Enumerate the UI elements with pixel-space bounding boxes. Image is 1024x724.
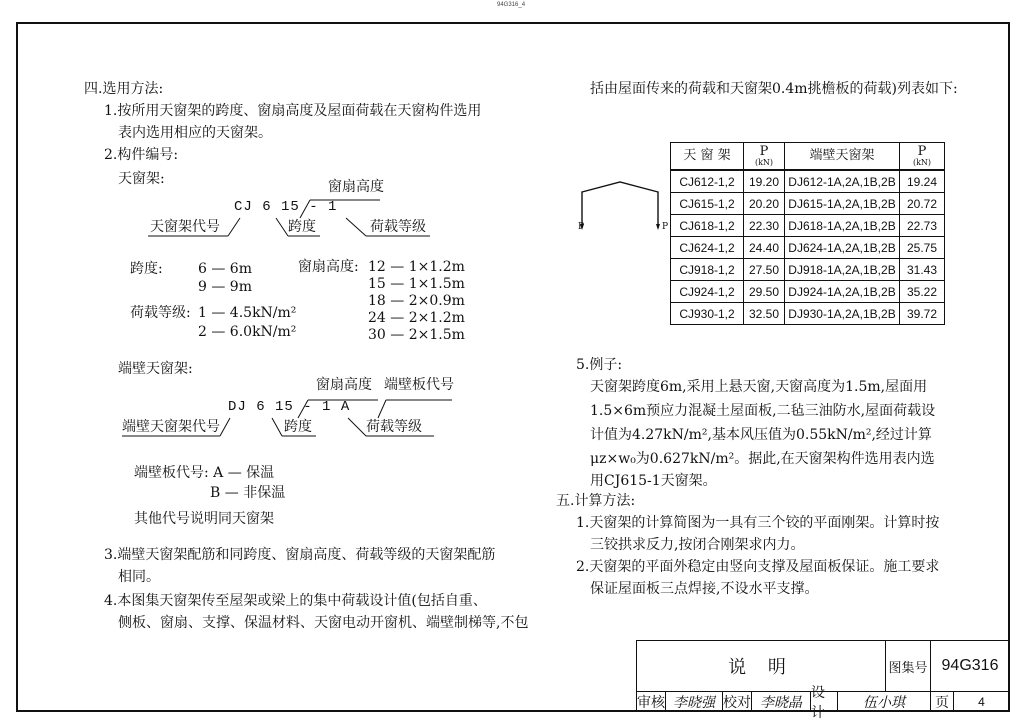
table-cell: DJ930-1A,2A,1B,2B (785, 303, 900, 325)
atlas-no-label: 图集号 (885, 640, 931, 692)
table-cell: 20.20 (744, 193, 785, 215)
table-cell: DJ615-1A,2A,1B,2B (785, 193, 900, 215)
example-line1: 天窗架跨度6m,采用上悬天窗,天窗高度为1.5m,屋面用 (590, 379, 928, 395)
dj-panel-label: 端壁板代号 (384, 377, 454, 393)
s5-item1-line1: 1.天窗架的计算简图为一具有三个铰的平面刚架。计算时按 (576, 515, 940, 531)
skylight-frame-diagram (574, 176, 669, 232)
table-row (671, 215, 945, 237)
window-30: 30 — 2×1.5m (368, 327, 465, 343)
atlas-no: 94G316 (930, 640, 1010, 692)
s4-item3-line1: 3.端壁天窗架配筋和同跨度、窗扇高度、荷载等级的天窗架配筋 (104, 547, 496, 563)
table-cell: CJ930-1,2 (671, 303, 744, 325)
title-block (636, 640, 1010, 721)
s5-item2-line2: 保证屋面板三点焊接,不设水平支撑。 (590, 581, 819, 597)
dj-code: DJ 6 15 - 1 A (228, 399, 351, 415)
table-row (671, 170, 945, 193)
table-cell: CJ918-1,2 (671, 259, 744, 281)
example-title: 5.例子: (576, 357, 623, 373)
col-p-2: P (kN) (900, 143, 945, 171)
table-cell: DJ624-1A,2A,1B,2B (785, 237, 900, 259)
table-cell: 24.40 (744, 237, 785, 259)
cj-span-label: 跨度 (288, 219, 316, 235)
window-18: 18 — 2×0.9m (368, 293, 465, 309)
table-cell: 39.72 (900, 303, 945, 325)
table-row (671, 281, 945, 303)
panel-code-a: 端壁板代号: A — 保温 (134, 465, 275, 481)
section-5-title: 五.计算方法: (556, 493, 636, 509)
table-cell: 31.43 (900, 259, 945, 281)
drawing-title: 说 明 (636, 640, 886, 692)
table-row (671, 259, 945, 281)
table-cell: DJ618-1A,2A,1B,2B (785, 215, 900, 237)
table-cell: 25.75 (900, 237, 945, 259)
table-cell: 19.24 (900, 170, 945, 193)
panel-code-b: B — 非保温 (210, 485, 286, 501)
review-label: 审核 (636, 691, 666, 712)
example-line5: 用CJ615-1天窗架。 (590, 473, 717, 489)
dj-span-label: 跨度 (284, 419, 312, 435)
table-cell: CJ612-1,2 (671, 170, 744, 193)
example-line3: 计值为4.27kN/m²,基本风压值为0.55kN/m²,经过计算 (590, 427, 932, 443)
cj-code-name-label: 天窗架代号 (150, 219, 220, 235)
table-cell: DJ918-1A,2A,1B,2B (785, 259, 900, 281)
s4-item1-line1: 1.按所用天窗架的跨度、窗扇高度及屋面荷载在天窗构件选用 (104, 103, 482, 119)
diagram-load-p-right: P (662, 222, 669, 232)
window-12: 12 — 1×1.2m (368, 259, 465, 275)
dj-load-label: 荷载等级 (366, 419, 422, 435)
load-list-intro: 括由屋面传来的荷载和天窗架0.4m挑檐板的荷载)列表如下: (590, 81, 958, 97)
load-table (670, 142, 945, 325)
dj-window-height-label: 窗扇高度 (316, 377, 372, 393)
table-cell: 35.22 (900, 281, 945, 303)
col-skylight-frame: 天 窗 架 (671, 143, 744, 171)
diagram-load-p-left: P (578, 222, 585, 232)
span-label: 跨度: (130, 261, 163, 277)
table-cell: 27.50 (744, 259, 785, 281)
table-row (671, 237, 945, 259)
table-cell: 22.73 (900, 215, 945, 237)
table-cell: 20.72 (900, 193, 945, 215)
col-p-1: P (kN) (744, 143, 785, 171)
design-signature: 伍小琪 (837, 691, 931, 712)
s5-item2-line1: 2.天窗架的平面外稳定由竖向支撑及屋面板保证。施工要求 (576, 559, 940, 575)
s4-item1-line2: 表内选用相应的天窗架。 (118, 125, 272, 141)
dj-code-name-label: 端壁天窗架代号 (122, 419, 220, 435)
s4-item2: 2.构件编号: (104, 147, 179, 163)
cj-load-label: 荷载等级 (370, 219, 426, 235)
page-label: 页 (930, 691, 954, 712)
table-cell: DJ612-1A,2A,1B,2B (785, 170, 900, 193)
window-height-label: 窗扇高度: (298, 259, 359, 275)
page-number: 4 (953, 691, 1010, 712)
table-cell: CJ924-1,2 (671, 281, 744, 303)
cj-code: CJ 6 15 - 1 (234, 199, 338, 215)
load-table-header (671, 143, 945, 171)
example-line2: 1.5×6m预应力混凝土屋面板,二毡三油防水,屋面荷载设 (590, 403, 936, 419)
example-line4: μz×w₀为0.627kN/m²。据此,在天窗架构件选用表内选 (590, 451, 935, 467)
table-cell: CJ624-1,2 (671, 237, 744, 259)
design-label: 设计 (810, 691, 838, 712)
check-label: 校对 (722, 691, 752, 712)
cj-window-height-label: 窗扇高度 (328, 179, 384, 195)
file-label: 94G316_4 (497, 2, 526, 8)
table-cell: 29.50 (744, 281, 785, 303)
window-24: 24 — 2×1.2m (368, 310, 465, 326)
dj-code-leaders (116, 392, 456, 440)
s4-item3-line2: 相同。 (118, 569, 160, 585)
table-cell: CJ618-1,2 (671, 215, 744, 237)
skylight-frame-label: 天窗架: (118, 171, 165, 187)
review-signature: 李晓强 (665, 691, 723, 712)
end-wall-frame-label: 端壁天窗架: (118, 361, 193, 377)
window-15: 15 — 1×1.5m (368, 276, 465, 292)
span-6: 6 — 6m (198, 261, 252, 277)
col-end-wall-frame: 端壁天窗架 (785, 143, 900, 171)
load-1: 1 — 4.5kN/m² (198, 305, 297, 321)
table-row (671, 193, 945, 215)
s5-item1-line2: 三铰拱求反力,按闭合刚架求内力。 (590, 537, 805, 553)
load-grade-label: 荷载等级: (130, 305, 191, 321)
table-cell: 22.30 (744, 215, 785, 237)
table-cell: CJ615-1,2 (671, 193, 744, 215)
span-9: 9 — 9m (198, 279, 252, 295)
s4-item4-line2: 侧板、窗扇、支撑、保温材料、天窗电动开窗机、端壁制梯等,不包 (118, 615, 529, 631)
table-cell: 32.50 (744, 303, 785, 325)
section-4-title: 四.选用方法: (84, 81, 164, 97)
s4-item4-line1: 4.本图集天窗架传至屋架或梁上的集中荷载设计值(包括自重、 (104, 593, 487, 609)
cj-code-leaders (140, 190, 440, 240)
load-2: 2 — 6.0kN/m² (198, 324, 297, 340)
other-codes-note: 其他代号说明同天窗架 (134, 511, 274, 527)
table-cell: 19.20 (744, 170, 785, 193)
table-row (671, 303, 945, 325)
table-cell: DJ924-1A,2A,1B,2B (785, 281, 900, 303)
check-signature: 李晓晶 (751, 691, 811, 712)
